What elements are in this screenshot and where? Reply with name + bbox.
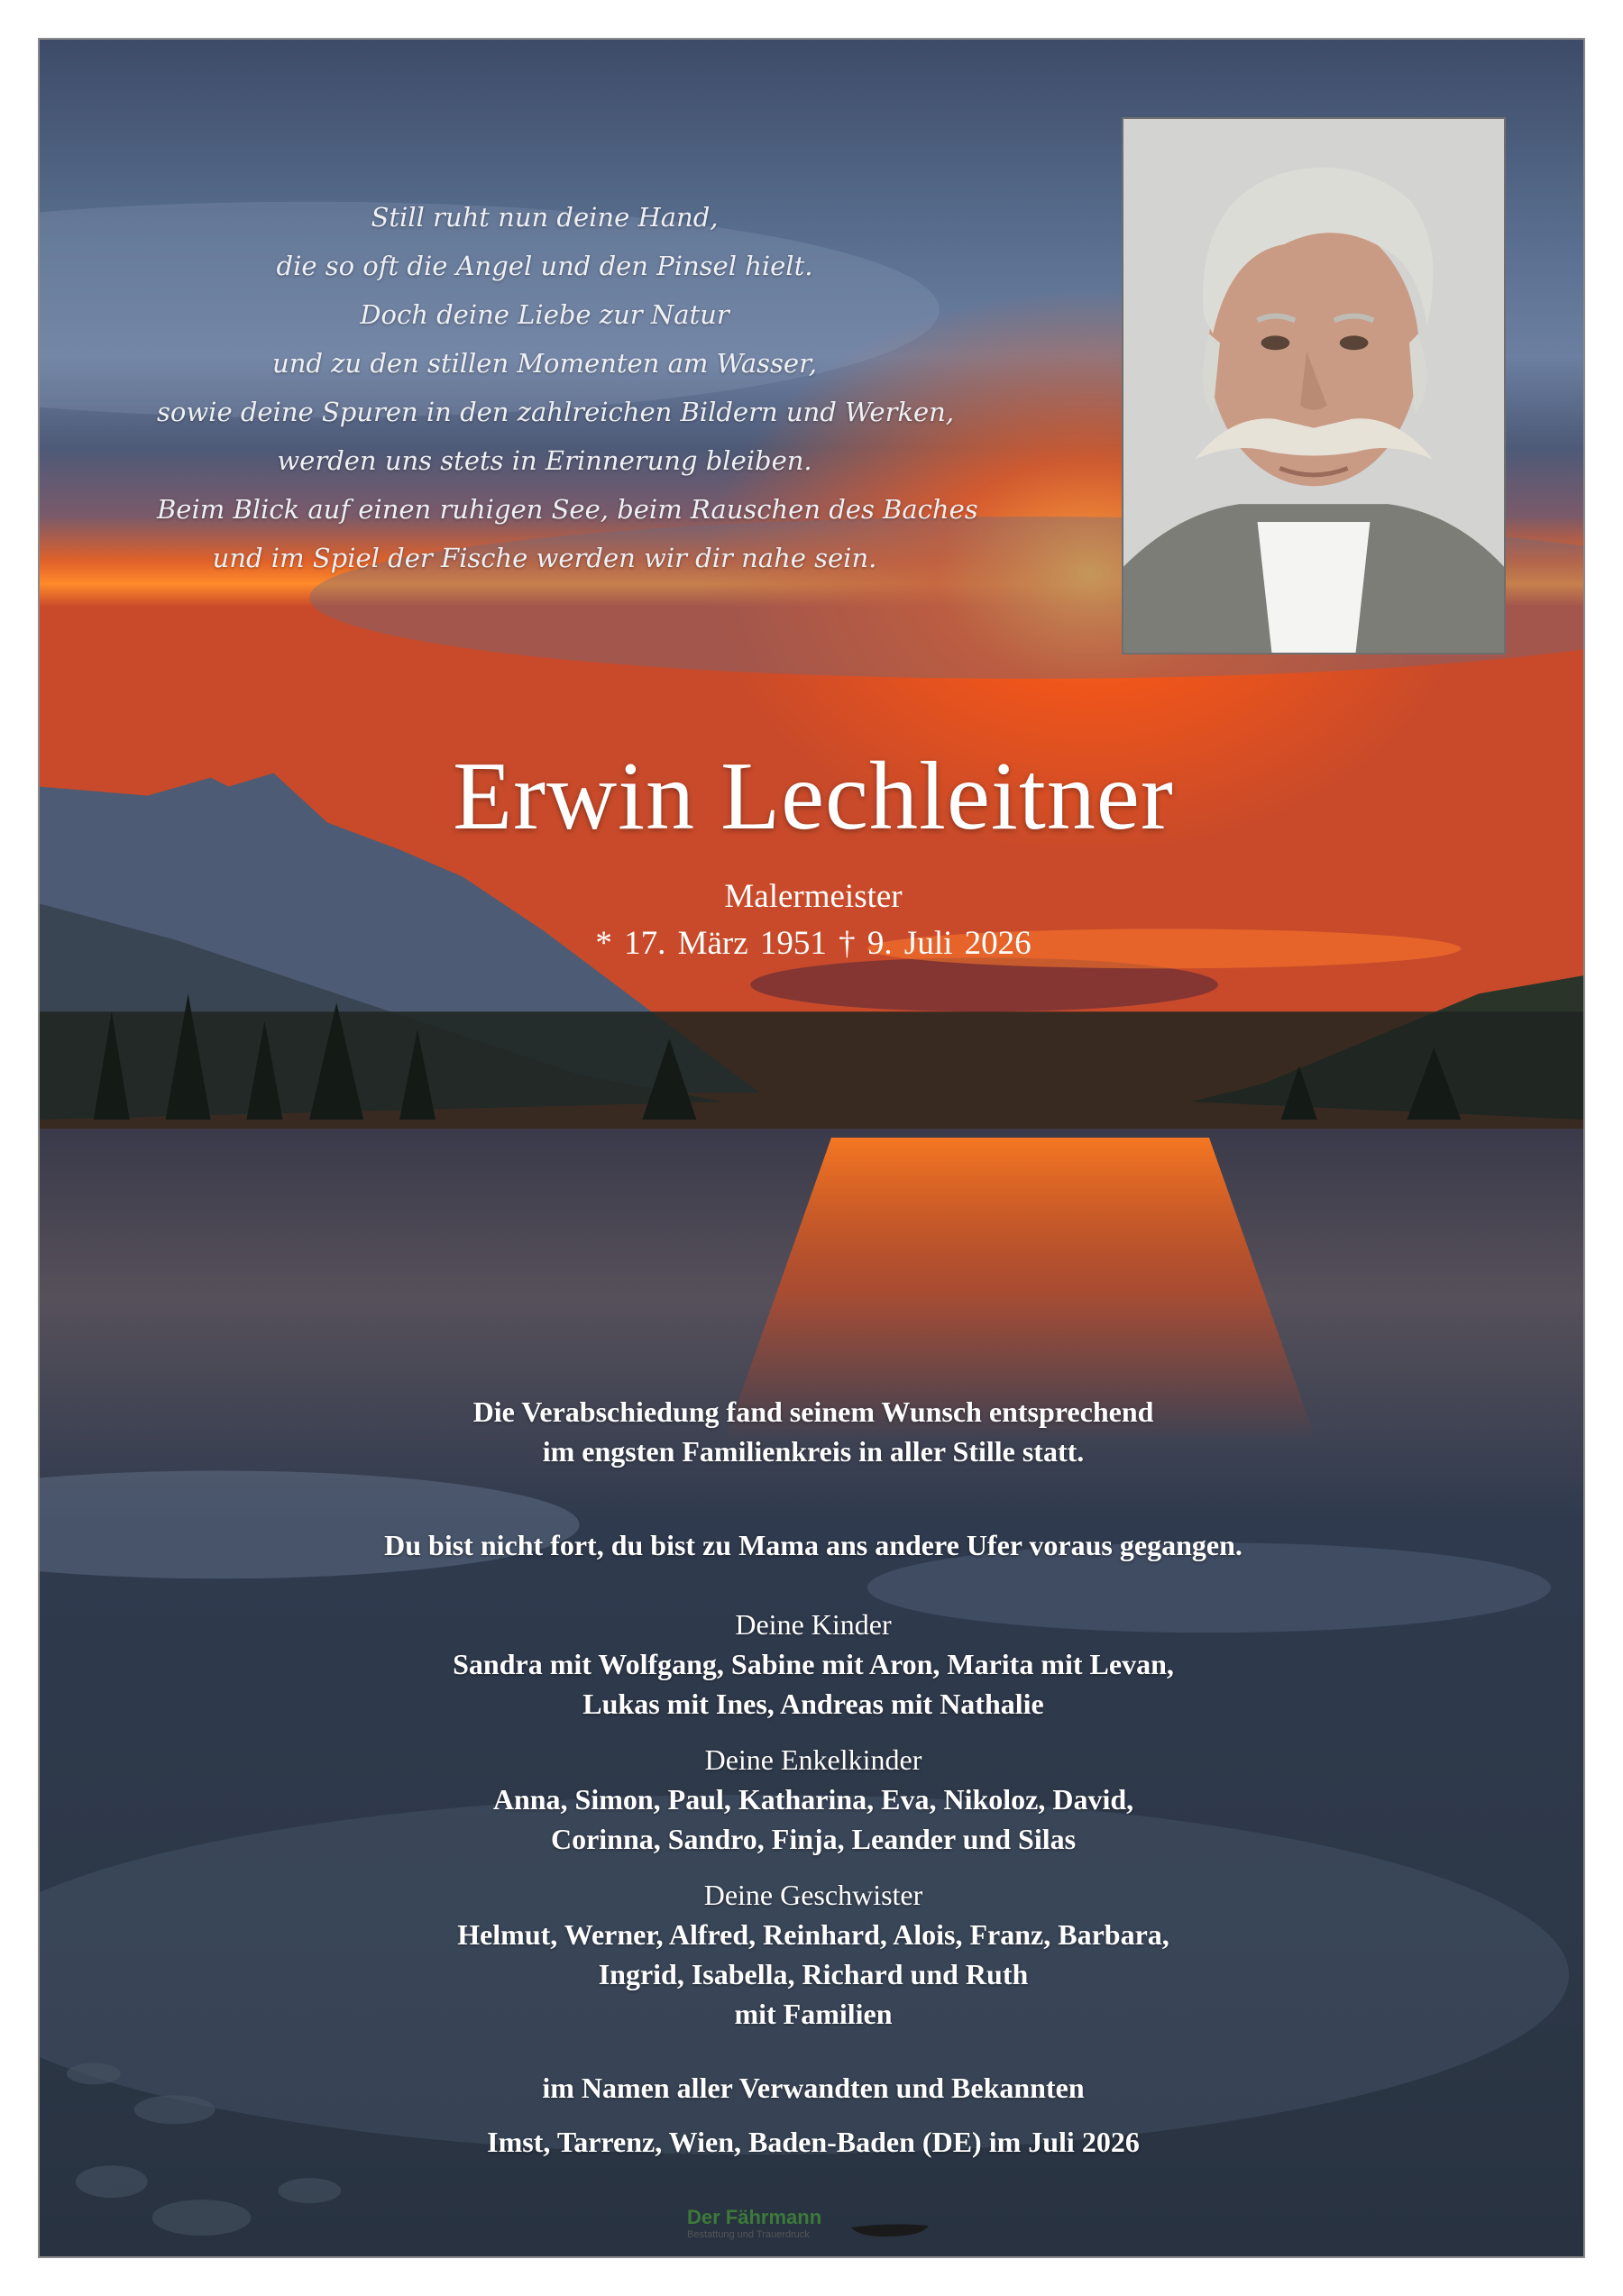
group-line: mit Familien <box>734 1998 893 2030</box>
group-line: Helmut, Werner, Alfred, Reinhard, Alois, Franz, Barbara, <box>457 1918 1169 1951</box>
group-line: Corinna, Sandro, Finja, Leander und Silas <box>550 1823 1077 1855</box>
poem-line: sowie deine Spuren in den zahlreichen Bildern und Werken, <box>157 397 955 427</box>
poem-line: und im Spiel der Fische werden wir dir nahe sein. <box>212 543 877 573</box>
portrait-photo <box>1122 117 1506 654</box>
farewell-line: im engsten Familienkreis in aller Stille statt. <box>542 1435 1085 1468</box>
deceased-name: Erwin Lechleitner <box>453 743 1174 850</box>
logo-tagline: Bestattung und Trauerdruck <box>687 2229 810 2240</box>
group-heading: Deine Geschwister <box>703 1879 923 1911</box>
portrait-illustration <box>1123 119 1504 653</box>
family-group-grandchildren <box>38 1740 1585 1859</box>
group-line: Sandra mit Wolfgang, Sabine mit Aron, Marita mit Levan, <box>453 1648 1174 1680</box>
obituary-card <box>38 38 1585 2258</box>
memorial-poem <box>157 193 978 582</box>
funeral-home-logo <box>687 2206 940 2251</box>
poem-line: und zu den stillen Momenten am Wasser, <box>272 348 817 379</box>
group-line: Ingrid, Isabella, Richard und Ruth <box>598 1958 1029 1990</box>
group-heading: Deine Kinder <box>735 1608 892 1641</box>
poem-line: die so oft die Angel und den Pinsel hielt. <box>276 251 813 281</box>
logo-brand: Der Fährmann <box>687 2206 822 2228</box>
place-and-date: Imst, Tarrenz, Wien, Baden-Baden (DE) im Juli 2026 <box>487 2126 1140 2158</box>
group-line: Anna, Simon, Paul, Katharina, Eva, Nikoloz, David, <box>492 1783 1134 1816</box>
life-dates: * 17. März 1951 † 9. Juli 2026 <box>595 925 1032 962</box>
group-line: Lukas mit Ines, Andreas mit Nathalie <box>582 1688 1044 1720</box>
family-group-siblings <box>38 1875 1585 2034</box>
group-heading: Deine Enkelkinder <box>704 1743 922 1776</box>
farewell-line: Die Verabschiedung fand seinem Wunsch entsprechend <box>472 1395 1154 1428</box>
closing-line: im Namen aller Verwandten und Bekannten <box>542 2072 1085 2104</box>
farewell-notice <box>38 1392 1585 1471</box>
poem-line: Doch deine Liebe zur Natur <box>360 299 729 330</box>
poem-line: werden uns stets in Erinnerung bleiben. <box>277 445 812 476</box>
poem-line: Beim Blick auf einen ruhigen See, beim Rauschen des Baches <box>157 494 978 525</box>
poem-line: Still ruht nun deine Hand, <box>371 202 719 233</box>
family-group-children <box>38 1605 1585 1724</box>
memorial-quote: Du bist nicht fort, du bist zu Mama ans andere Ufer voraus gegangen. <box>384 1529 1242 1561</box>
deceased-profession: Malermeister <box>724 878 903 915</box>
boat-icon <box>849 2220 931 2240</box>
